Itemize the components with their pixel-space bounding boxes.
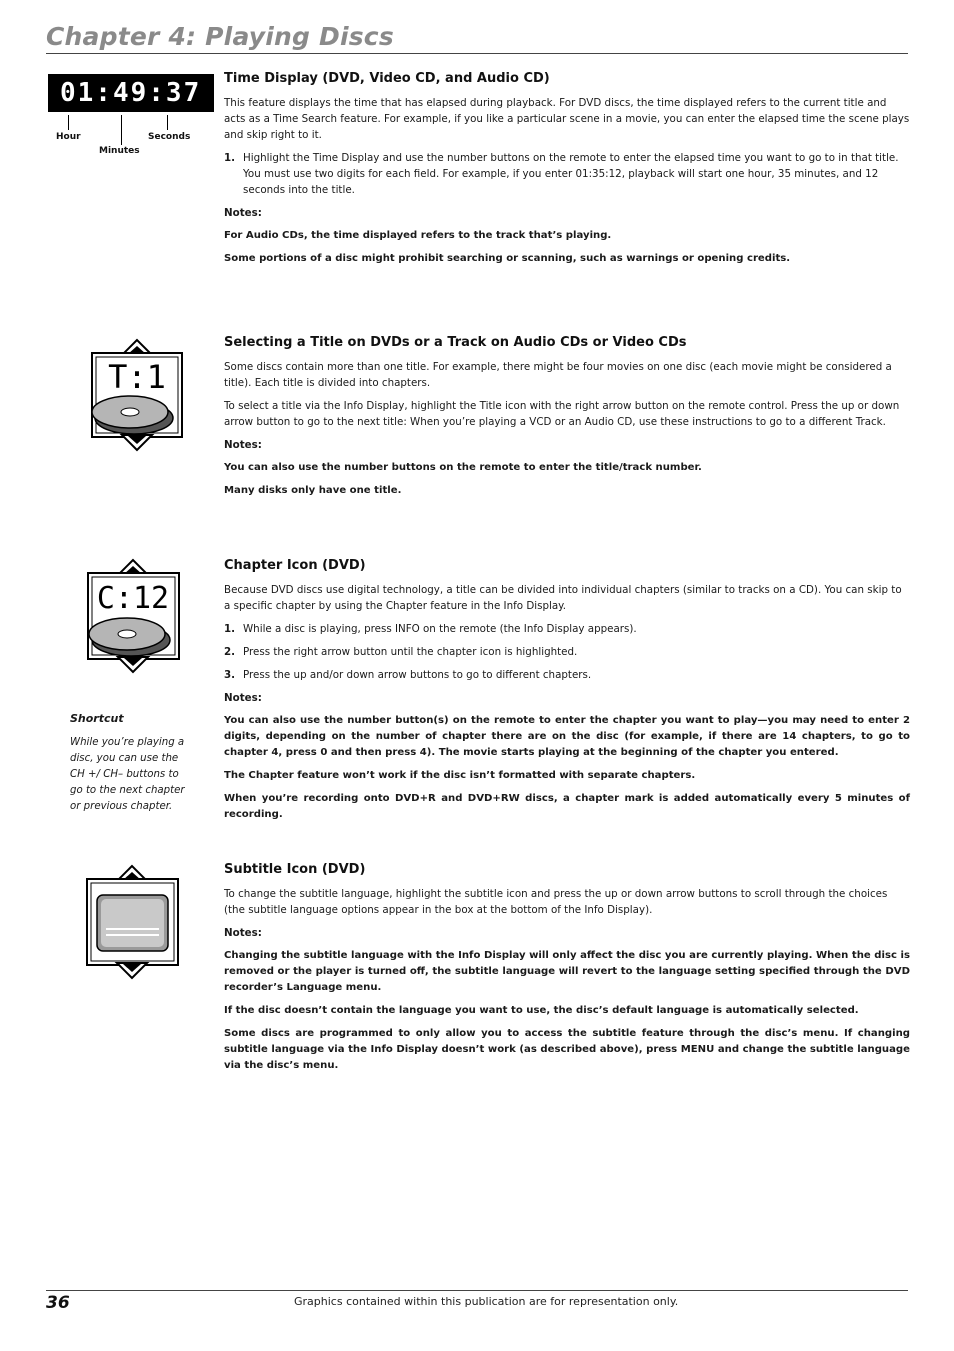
chapter-icon [84, 558, 184, 674]
note: Some portions of a disc might prohibit searching or scanning, such as warnings or opening credits. [224, 253, 791, 264]
section-time-display [224, 71, 910, 274]
shortcut-sidebar [70, 712, 190, 815]
seconds-tick [167, 115, 168, 130]
section-title [224, 335, 910, 506]
paragraph: Because DVD discs use digital technology, a title can be divided into individual chapters (similar to tracks on a CD). You can skip to a specific chapter by using the Chapter feature in the Info Display. [224, 584, 902, 612]
step-text: While a disc is playing, press INFO on the remote (the Info Display appears). [243, 623, 637, 635]
title-icon [86, 338, 188, 454]
hour-tick [68, 115, 69, 130]
step-item [224, 644, 910, 660]
note: For Audio CDs, the time displayed refers to the track that’s playing. [224, 230, 612, 241]
paragraph: Some discs contain more than one title. For example, there might be four movies on one disc (each movie might be considered a title). Each title is divided into chapters. [224, 361, 892, 389]
hour-label: Hour [56, 132, 81, 142]
subtitle-icon [84, 864, 182, 980]
page-number: 36 [46, 1293, 70, 1313]
note: You can also use the number button(s) on the remote to enter the chapter you want to play—you may need to enter 2 digits, depending on the number of chapter there are on the disc (for example, if there are 14 chapters, to go to chapter 4, press 0 and then press 4). The movie starts playing at the beginning of the chapter you entered. [224, 715, 910, 758]
notes-label: Notes: [224, 207, 262, 219]
shortcut-heading: Shortcut [70, 712, 124, 725]
step-number: 1. [224, 152, 236, 164]
shortcut-body: While you’re playing a disc, you can use the CH +/ CH– buttons to go to the next chapter or previous chapter. [70, 737, 185, 812]
step-item [224, 667, 910, 683]
notes-label: Notes: [224, 692, 262, 704]
step-text: Press the right arrow button until the chapter icon is highlighted. [243, 646, 578, 658]
note: Some discs are programmed to only allow you to access the subtitle feature through the disc’s menu. If changing subtitle language via the Info Display doesn’t work (as described above), press MENU and change the subtitle language via the disc’s menu. [224, 1028, 910, 1071]
note: Changing the subtitle language with the Info Display will only affect the disc you are currently playing. When the disc is removed or the player is turned off, the subtitle language will revert to the language setting specified through the DVD recorder’s Language menu. [224, 950, 910, 993]
step-item [224, 150, 910, 198]
section-subtitle [224, 862, 910, 1081]
footer-note: Graphics contained within this publication are for representation only. [294, 1295, 679, 1308]
notes-label: Notes: [224, 927, 262, 939]
paragraph: To change the subtitle language, highlight the subtitle icon and press the up or down arrow buttons to scroll through the choices (the subtitle language options appear in the box at the bottom of the Info Display). [224, 888, 888, 916]
time-display-readout: 01:49:37 [48, 74, 214, 112]
note: The Chapter feature won’t work if the disc isn’t formatted with separate chapters. [224, 770, 696, 781]
note: You can also use the number buttons on the remote to enter the title/track number. [224, 462, 702, 473]
step-number: 2. [224, 646, 236, 658]
step-text: Press the up and/or down arrow buttons to go to different chapters. [243, 669, 592, 681]
note: If the disc doesn’t contain the language you want to use, the disc’s default language is automatically selected. [224, 1005, 859, 1016]
footer-rule [46, 1290, 908, 1291]
note: Many disks only have one title. [224, 485, 402, 496]
paragraph: This feature displays the time that has elapsed during playback. For DVD discs, the time displayed refers to the current title and acts as a Time Search feature. For example, if you like a particular scene in a movie, you can enter the elapsed time the scene plays and skip right to it. [224, 97, 910, 141]
section-heading: Time Display (DVD, Video CD, and Audio CD) [224, 71, 550, 86]
paragraph: To select a title via the Info Display, highlight the Title icon with the right arrow button on the remote control. Press the up or down arrow button to go to the next title: When you’re playing a VCD or an Audio CD, use these instructions to go to a different Track. [224, 400, 900, 428]
step-number: 1. [224, 623, 236, 635]
notes-label: Notes: [224, 439, 262, 451]
section-heading: Subtitle Icon (DVD) [224, 862, 366, 877]
step-number: 3. [224, 669, 236, 681]
note: When you’re recording onto DVD+R and DVD+RW discs, a chapter mark is added automatically every 5 minutes of recording. [224, 793, 910, 820]
chapter-title: Chapter 4: Playing Discs [46, 22, 394, 51]
step-text: Highlight the Time Display and use the number buttons on the remote to enter the elapsed time you want to go to in that title. You must use two digits for each field. For example, if you enter 01:35:12, playback will start one hour, 35 minutes, and 12 seconds into the title. [243, 152, 899, 196]
title-icon-label: T:1 [108, 358, 166, 396]
header-rule [46, 53, 908, 54]
chapter-icon-label: C:12 [96, 581, 170, 616]
step-item [224, 621, 910, 637]
section-heading: Selecting a Title on DVDs or a Track on Audio CDs or Video CDs [224, 335, 687, 350]
section-chapter [224, 558, 910, 830]
minutes-label: Minutes [99, 146, 140, 156]
seconds-label: Seconds [148, 132, 191, 142]
minutes-tick [121, 115, 122, 145]
section-heading: Chapter Icon (DVD) [224, 558, 366, 573]
